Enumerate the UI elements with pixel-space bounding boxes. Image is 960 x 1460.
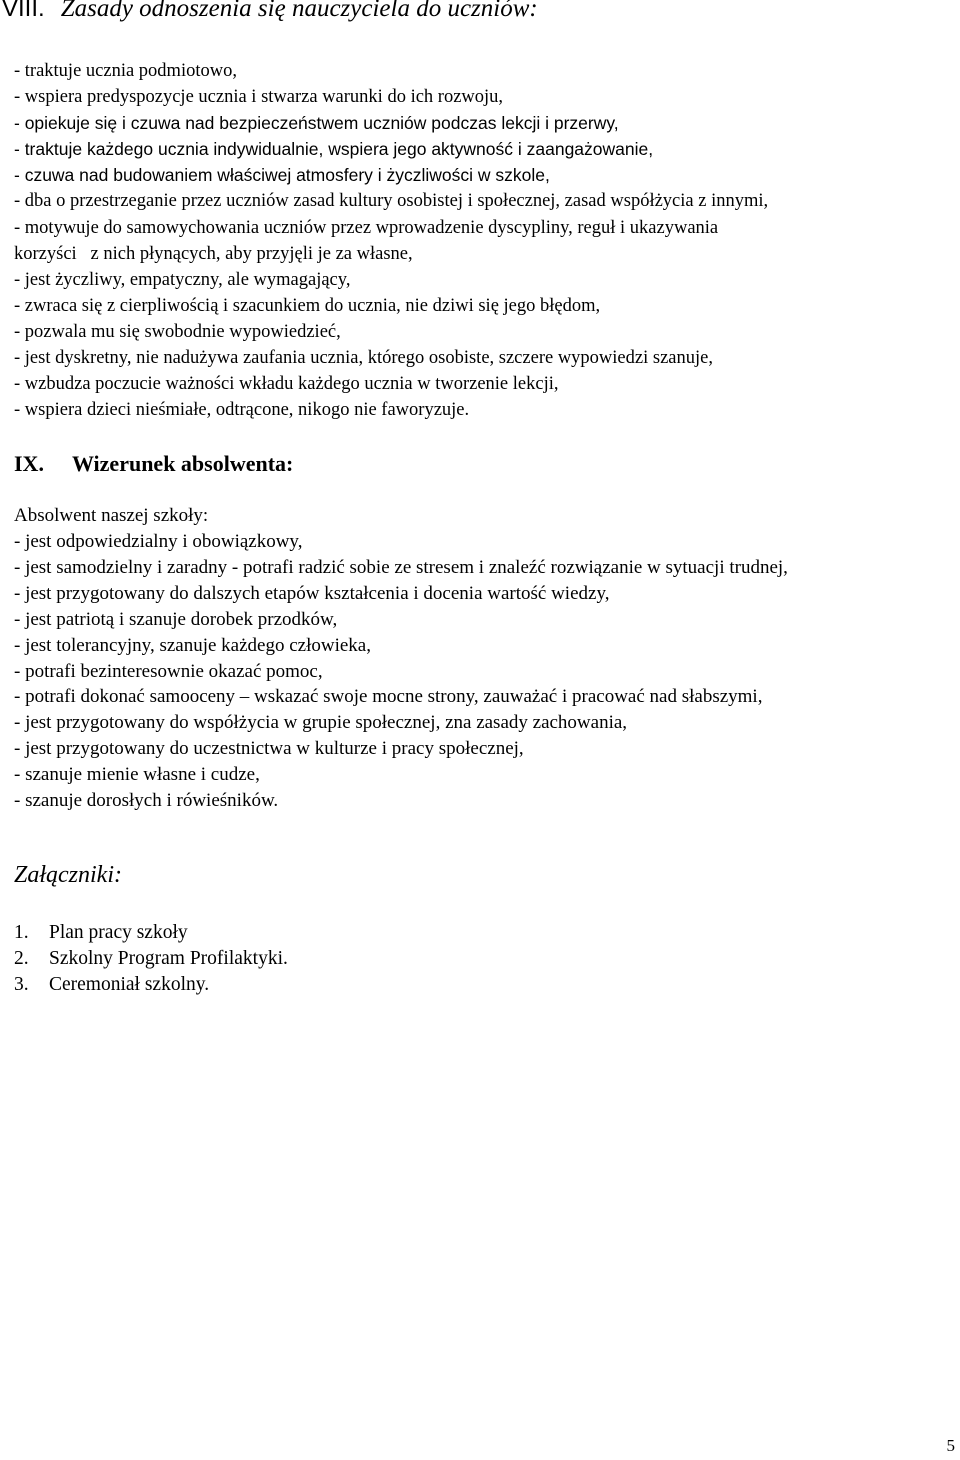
list-item: - motywuje do samowychowania uczniów przez wprowadzenie dyscypliny, reguł i ukazywania: [14, 217, 719, 238]
page-number: 5: [946, 1436, 955, 1455]
list-item: - potrafi bezinteresownie okazać pomoc,: [14, 660, 323, 682]
section-viii-number: VIII.: [2, 0, 45, 22]
list-item: - jest patriotą i szanuje dorobek przodków,: [14, 608, 338, 630]
attachment-label: Plan pracy szkoły: [49, 922, 188, 943]
list-item-continuation: korzyści z nich płynących, aby przyjęli je za własne,: [14, 243, 413, 264]
attachment-item: [14, 920, 288, 946]
attachments-list: [14, 920, 288, 998]
list-item: - traktuje każdego ucznia indywidualnie, wspiera jego aktywność i zaangażowanie,: [14, 139, 654, 160]
list-item: - szanuje mienie własne i cudze,: [14, 764, 260, 786]
graduate-profile-list: [14, 529, 788, 814]
section-ix-title: Wizerunek absolwenta:: [71, 451, 294, 476]
section-ix-number: IX.: [14, 451, 44, 476]
list-item: - jest przygotowany do dalszych etapów kształcenia i docenia wartość wiedzy,: [14, 582, 610, 604]
list-item: - traktuje ucznia podmiotowo,: [14, 61, 237, 81]
list-item: - jest życzliwy, empatyczny, ale wymagający,: [14, 269, 351, 290]
list-item: - czuwa nad budowaniem właściwej atmosfery i życzliwości w szkole,: [14, 165, 550, 186]
section-ix-heading: [14, 449, 293, 479]
list-item: - jest dyskretny, nie nadużywa zaufania ucznia, którego osobiste, szczere wypowiedzi szanuje,: [14, 348, 713, 369]
graduate-intro: Absolwent naszej szkoły:: [14, 505, 209, 526]
attachment-label: Ceremoniał szkolny.: [49, 974, 210, 995]
list-item: - wspiera predyspozycje ucznia i stwarza warunki do ich rozwoju,: [14, 87, 504, 108]
list-item: - szanuje dorosłych i rówieśników.: [14, 790, 279, 812]
attachment-item: [14, 972, 288, 998]
list-item: - jest przygotowany do uczestnictwa w kulturze i pracy społecznej,: [14, 738, 524, 760]
section-viii-title: Zasady odnoszenia się nauczyciela do uczniów:: [60, 0, 538, 22]
attachment-number: 2.: [14, 948, 29, 969]
list-item: - jest tolerancyjny, szanuje każdego człowieka,: [14, 634, 371, 656]
attachment-number: 1.: [14, 922, 29, 943]
attachment-item: [14, 946, 288, 972]
list-item: - wzbudza poczucie ważności wkładu każdego ucznia w tworzenie lekcji,: [14, 374, 559, 395]
teacher-rules-list: [14, 58, 768, 423]
attachment-number: 3.: [14, 974, 29, 995]
list-item: - jest przygotowany do współżycia w grupie społecznej, zna zasady zachowania,: [14, 712, 628, 734]
list-item: - potrafi dokonać samooceny – wskazać swoje mocne strony, zauważać i pracować nad słabszymi,: [14, 686, 763, 708]
list-item: - pozwala mu się swobodnie wypowiedzieć,: [14, 321, 341, 342]
list-item: - opiekuje się i czuwa nad bezpieczeństwem uczniów podczas lekcji i przerwy,: [14, 113, 619, 134]
list-item: - zwraca się z cierpliwością i szacunkiem do ucznia, nie dziwi się jego błędom,: [14, 295, 601, 316]
attachment-label: Szkolny Program Profilaktyki.: [49, 948, 288, 969]
list-item: - jest samodzielny i zaradny - potrafi radzić sobie ze stresem i znaleźć rozwiązanie w sytuacji trudnej,: [14, 556, 788, 578]
list-item: - wspiera dzieci nieśmiałe, odtrącone, nikogo nie faworyzuje.: [14, 400, 470, 421]
list-item: - jest odpowiedzialny i obowiązkowy,: [14, 531, 303, 552]
section-viii-heading: [2, 0, 538, 24]
attachments-heading: Załączniki:: [14, 862, 122, 888]
list-item: - dba o przestrzeganie przez uczniów zasad kultury osobistej i społecznej, zasad współżycia z innymi,: [14, 191, 769, 212]
